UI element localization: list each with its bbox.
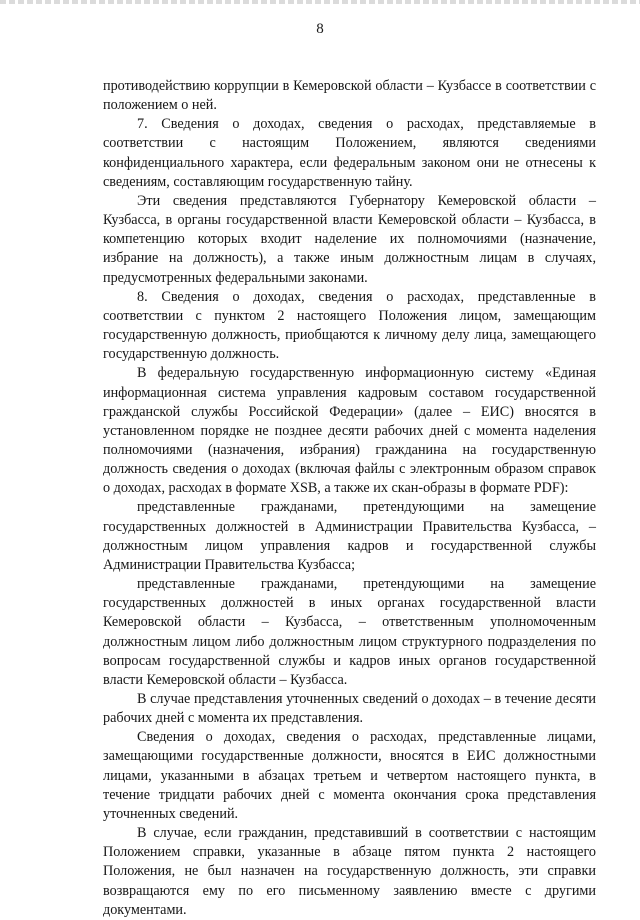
scan-edge-artifact — [0, 0, 640, 4]
page-number: 8 — [316, 21, 324, 37]
paragraph-eis: В федеральную государственную информационную систему «Единая информационная система управления кадровым составом государственной гражданской службы Российской Федерации» (далее – ЕИС) вносятся в установленном порядке не позднее десяти рабочих дней с момента наделения полномочиями (назначения, избрания) гражданина на государственную должность сведения о доходах (включая файлы с электронным образом справок о доходах, расходах в формате XSB, а также их скан-образы в формате PDF): — [103, 365, 596, 497]
document-body — [103, 77, 596, 920]
paragraph-administration: представленные гражданами, претендующими на замещение государственных должностей в Администрации Правительства Кузбасса, – должностным лицом управления кадров и государственной службы Администрации Правительства Кузбасса; — [103, 499, 596, 573]
paragraph-other-bodies: представленные гражданами, претендующими на замещение государственных должностей в иных органах государственной власти Кемеровской области – Кузбасса, – ответственным уполномоченным должностным лицом либо должностным лицом структурного подразделения по вопросам государственной службы и кадров иных органов государственной власти Кемеровской области – Кузбасса. — [103, 576, 596, 688]
paragraph-officials-info: Сведения о доходах, сведения о расходах, представленные лицами, замещающими государственные должности, вносятся в ЕИС должностными лицами, указанными в абзацах третьем и четвертом настоящего пункта, в течение тридцати рабочих дней с момента окончания срока представления уточненных сведений. — [103, 729, 596, 822]
paragraph-item-7: 7. Сведения о доходах, сведения о расходах, представляемые в соответствии с настоящим Положением, являются сведениями конфиденциального характера, если федеральным законом они не отнесены к сведениям, составляющим государственную тайну. — [103, 116, 596, 190]
paragraph-corrected-info: В случае представления уточненных сведений о доходах – в течение десяти рабочих дней с момента их представления. — [103, 691, 596, 727]
paragraph-return-documents: В случае, если гражданин, представивший в соответствии с настоящим Положением справки, указанные в абзаце пятом пункта 2 настоящего Положения, не был назначен на государственную должность, эти справки возвращаются ему по его письменному заявлению вместе с другими документами. — [103, 825, 596, 918]
paragraph-continuation: противодействию коррупции в Кемеровской области – Кузбассе в соответствии с положением о ней. — [103, 78, 596, 114]
paragraph-item-8: 8. Сведения о доходах, сведения о расходах, представленные в соответствии с пунктом 2 настоящего Положения лицом, замещающим государственную должность, приобщаются к личному делу лица, замещающего государственную должность. — [103, 288, 596, 363]
paragraph-recipients: Эти сведения представляются Губернатору Кемеровской области – Кузбасса, в органы государственной власти Кемеровской области – Кузбасса, в компетенцию которых входит наделение их полномочиями (назначение, избрание на должность), а также иным должностным лицам в случаях, предусмотренных федеральными законами. — [103, 192, 596, 286]
